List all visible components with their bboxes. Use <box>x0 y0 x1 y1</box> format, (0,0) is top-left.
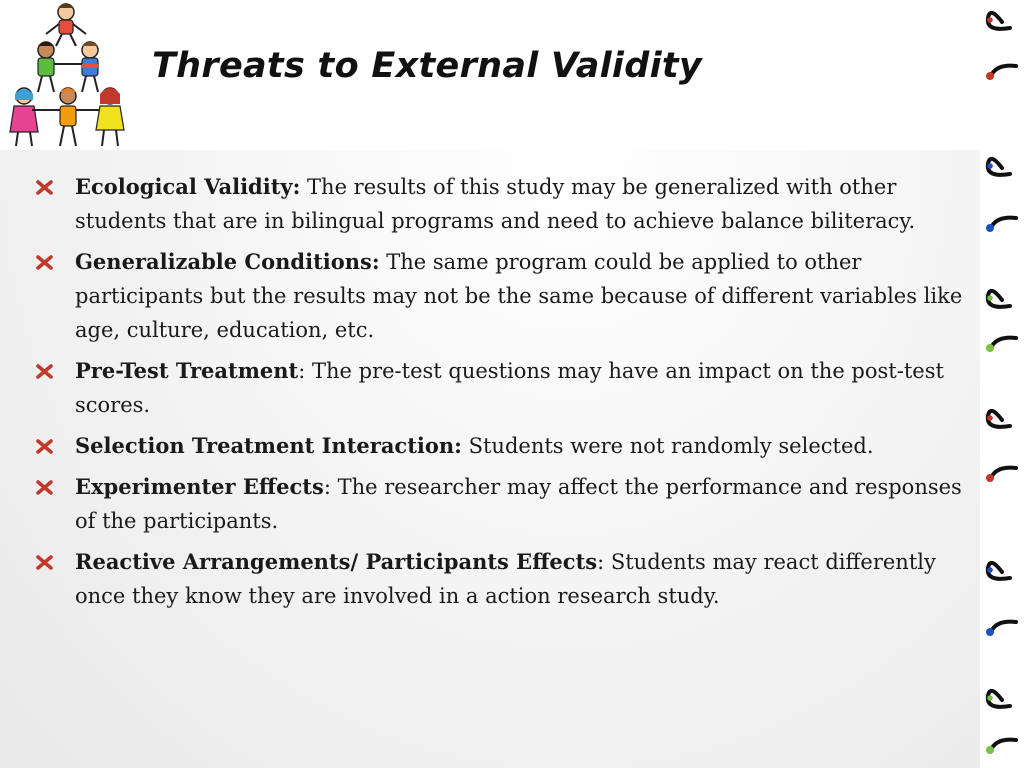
bullet-list <box>34 170 974 620</box>
curly-swirl-border-icon <box>976 0 1024 768</box>
bullet-term: Pre-Test Treatment <box>75 358 299 383</box>
red-x-icon <box>36 364 53 379</box>
bullet-term: Generalizable Conditions: <box>75 249 380 274</box>
list-item <box>34 429 974 463</box>
bullet-text: : Students may react differently once they know they are involved in a action research study. <box>75 550 936 608</box>
bullet-text: : The researcher may affect the performance and responses of the participants. <box>75 475 962 533</box>
red-x-icon <box>36 180 53 195</box>
bullet-term: Selection Treatment Interaction: <box>75 433 462 458</box>
bullet-term: Ecological Validity: <box>75 174 301 199</box>
red-x-icon <box>36 255 53 270</box>
bullet-term: Experimenter Effects <box>75 474 324 499</box>
list-item <box>34 545 974 613</box>
list-item <box>34 170 974 238</box>
slide-title: Threats to External Validity <box>152 46 703 86</box>
list-item <box>34 470 974 538</box>
bullet-text: The same program could be applied to other participants but the results may not be the same because of different variables like age, culture, education, etc. <box>75 250 963 342</box>
list-item <box>34 354 974 422</box>
red-x-icon <box>36 555 53 570</box>
bullet-text: The results of this study may be generalized with other students that are in bilingual programs and need to achieve balance biliteracy. <box>75 175 916 233</box>
list-item <box>34 245 974 347</box>
red-x-icon <box>36 480 53 495</box>
bullet-text: : The pre-test questions may have an impact on the post-test scores. <box>75 359 944 417</box>
bullet-text: Students were not randomly selected. <box>461 434 874 458</box>
children-pyramid-icon <box>2 0 132 150</box>
red-x-icon <box>36 439 53 454</box>
bullet-term: Reactive Arrangements/ Participants Effects <box>75 549 598 574</box>
